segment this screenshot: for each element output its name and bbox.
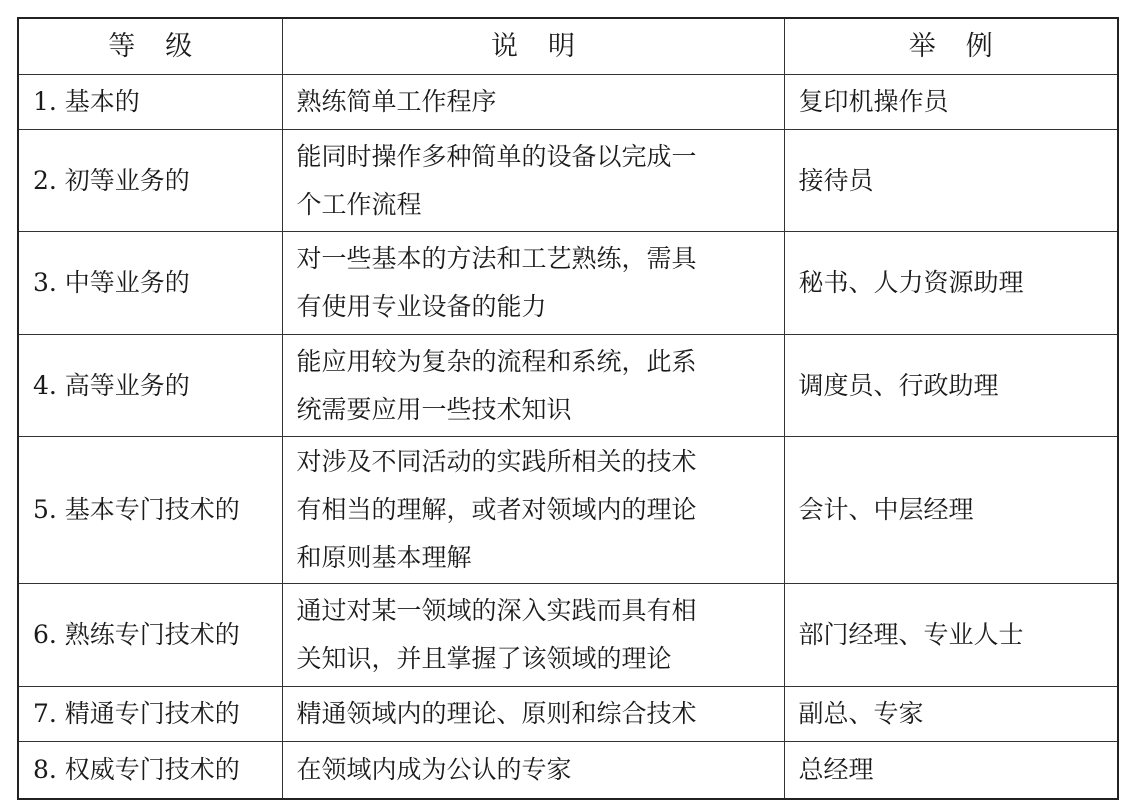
table-row — [18, 437, 1118, 584]
example-cell: 部门经理、专业人士 — [784, 584, 1118, 687]
example-cell: 总经理 — [784, 742, 1118, 799]
example-cell: 接待员 — [784, 130, 1118, 232]
description-line: 在领域内成为公认的专家 — [296, 754, 572, 784]
description-line: 关知识，并且掌握了该领域的理论 — [296, 644, 672, 673]
example-cell: 副总、专家 — [784, 687, 1118, 742]
header-row — [18, 18, 1118, 75]
table-row — [18, 687, 1118, 742]
description-line: 能同时操作多种简单的设备以完成一 — [296, 141, 697, 171]
level-cell: 4. 高等业务的 — [18, 335, 282, 437]
header-level-text: 等级 — [108, 30, 223, 62]
description-line: 能应用较为复杂的流程和系统，此系 — [296, 346, 697, 376]
description-line: 通过对某一领域的深入实践而具有相 — [296, 596, 697, 625]
description-cell — [282, 130, 784, 232]
description-line: 有使用专业设备的能力 — [296, 292, 547, 321]
table-row — [18, 75, 1118, 130]
description-cell — [282, 437, 784, 584]
description-cell — [282, 742, 784, 799]
header-description-text: 说明 — [491, 30, 605, 62]
description-line: 和原则基本理解 — [296, 543, 472, 572]
level-cell: 2. 初等业务的 — [18, 130, 282, 232]
level-cell: 1. 基本的 — [18, 75, 282, 130]
header-example — [784, 18, 1118, 75]
description-cell — [282, 232, 784, 335]
description-line: 有相当的理解，或者对领域内的理论 — [296, 495, 697, 524]
example-cell: 调度员、行政助理 — [784, 335, 1118, 437]
example-cell: 秘书、人力资源助理 — [784, 232, 1118, 335]
description-line: 对一些基本的方法和工艺熟练，需具 — [296, 244, 697, 273]
description-line: 精通领域内的理论、原则和综合技术 — [296, 699, 697, 728]
level-cell: 5. 基本专门技术的 — [18, 437, 282, 584]
description-line: 个工作流程 — [296, 189, 422, 219]
level-cell: 3. 中等业务的 — [18, 232, 282, 335]
description-cell — [282, 687, 784, 742]
description-cell — [282, 335, 784, 437]
level-cell: 7. 精通专门技术的 — [18, 687, 282, 742]
skill-level-table — [17, 17, 1119, 800]
level-cell: 8. 权威专门技术的 — [18, 742, 282, 799]
table-row — [18, 130, 1118, 232]
description-line: 统需要应用一些技术知识 — [296, 394, 572, 424]
example-cell: 复印机操作员 — [784, 75, 1118, 130]
example-cell: 会计、中层经理 — [784, 437, 1118, 584]
header-description — [282, 18, 784, 75]
level-cell: 6. 熟练专门技术的 — [18, 584, 282, 687]
table-row — [18, 232, 1118, 335]
description-line: 熟练简单工作程序 — [296, 87, 497, 116]
header-example-text: 举例 — [908, 30, 1023, 62]
description-line: 对涉及不同活动的实践所相关的技术 — [296, 447, 697, 476]
description-cell — [282, 584, 784, 687]
header-level — [18, 18, 282, 75]
table-row — [18, 584, 1118, 687]
description-cell — [282, 75, 784, 130]
table-row — [18, 335, 1118, 437]
table-row — [18, 742, 1118, 799]
